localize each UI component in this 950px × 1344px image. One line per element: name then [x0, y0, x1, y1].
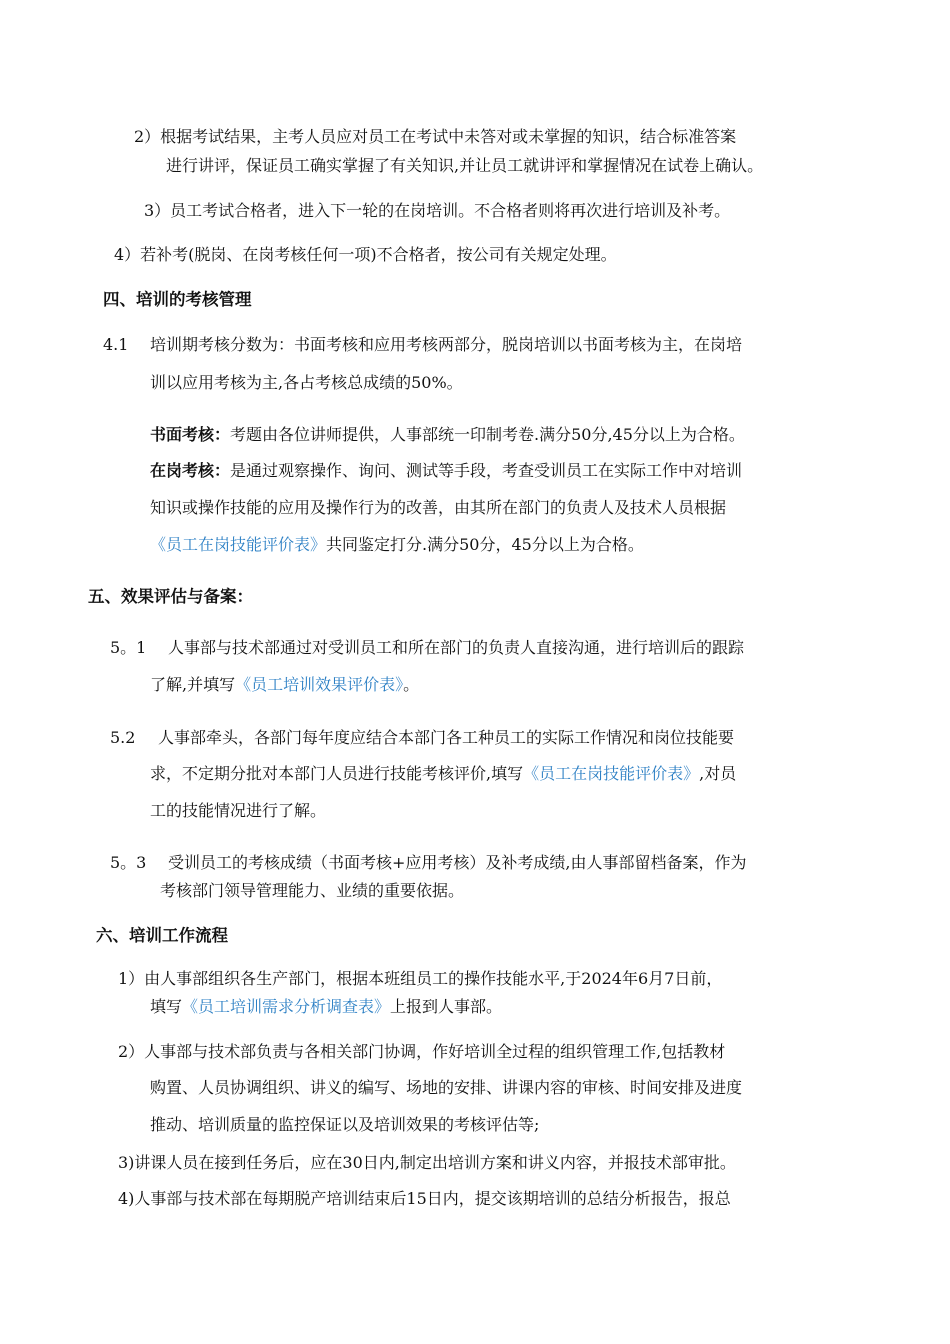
onjob-exam-text-1: 是通过观察操作、询问、测试等手段，考查受训员工在实际工作中对培训 [230, 461, 743, 480]
onjob-exam-line-2: 知识或操作技能的应用及操作行为的改善，由其所在部门的负责人及技术人员根据 [150, 498, 727, 517]
clause-4-1-line-2: 训以应用考核为主,各占考核总成绩的50%。 [150, 373, 463, 392]
section-4-heading: 四、培训的考核管理 [103, 290, 252, 309]
training-effect-form-link[interactable]: 《员工培训效果评价表》 [235, 675, 404, 694]
process-item-1-tail: 上报到人事部。 [390, 997, 503, 1016]
clause-5-3-line-2: 考核部门领导管理能力、业绩的重要依据。 [160, 881, 465, 900]
onjob-exam-label: 在岗考核： [150, 461, 231, 480]
written-exam-label: 书面考核： [150, 425, 231, 444]
section-5-heading: 五、效果评估与备案： [88, 587, 253, 606]
onjob-exam-text-3: 共同鉴定打分.满分50分，45分以上为合格。 [326, 535, 644, 554]
clause-5-1-line-2 [150, 674, 419, 696]
process-item-2-line-1: 2）人事部与技术部负责与各相关部门协调，作好培训全过程的组织管理工作,包括教材 [118, 1042, 726, 1061]
clause-5-2-number: 5.2 [110, 728, 136, 747]
process-item-3: 3)讲课人员在接到任务后，应在30日内,制定出培训方案和讲义内容，并报技术部审批。 [118, 1153, 736, 1172]
training-needs-form-link[interactable]: 《员工培训需求分析调查表》 [182, 997, 391, 1016]
process-item-1-line-2 [150, 996, 502, 1018]
onjob-skill-form-link[interactable]: 《员工在岗技能评价表》 [150, 535, 327, 554]
exam-item-2-line-1: 2）根据考试结果，主考人员应对员工在考试中未答对或未掌握的知识，结合标准答案 [134, 127, 737, 146]
written-exam-text: 考题由各位讲师提供，人事部统一印制考卷.满分50分,45分以上为合格。 [230, 425, 745, 444]
clause-5-2-line-1: 人事部牵头，各部门每年度应结合本部门各工种员工的实际工作情况和岗位技能要 [158, 728, 735, 747]
clause-5-3-number: 5。3 [110, 853, 147, 872]
process-item-1-line-1: 1）由人事部组织各生产部门，根据本班组员工的操作技能水平,于2024年6月7日前， [118, 969, 723, 988]
clause-5-1-text: 了解,并填写 [150, 675, 236, 694]
process-item-2-line-2: 购置、人员协调组织、讲义的编写、场地的安排、讲课内容的审核、时间安排及进度 [150, 1078, 743, 1097]
clause-5-1-tail: 。 [403, 675, 420, 694]
exam-item-2-line-2: 进行讲评，保证员工确实掌握了有关知识,并让员工就讲评和掌握情况在试卷上确认。 [166, 156, 764, 175]
clause-4-1-number: 4.1 [103, 335, 129, 354]
process-item-2-line-3: 推动、培训质量的监控保证以及培训效果的考核评估等; [150, 1115, 540, 1134]
exam-item-4: 4）若补考(脱岗、在岗考核任何一项)不合格者，按公司有关规定处理。 [114, 245, 617, 264]
clause-5-1-number: 5。1 [110, 638, 147, 657]
clause-5-1-line-1: 人事部与技术部通过对受训员工和所在部门的负责人直接沟通，进行培训后的跟踪 [168, 638, 745, 657]
clause-5-2-tail: ,对员 [699, 764, 737, 783]
clause-5-2-line-3: 工的技能情况进行了解。 [150, 801, 327, 820]
process-item-4: 4)人事部与技术部在每期脱产培训结束后15日内，提交该期培训的总结分析报告，报总 [118, 1189, 731, 1208]
clause-4-1-line-1: 培训期考核分数为：书面考核和应用考核两部分，脱岗培训以书面考核为主，在岗培 [150, 335, 743, 354]
onjob-skill-form-link-2[interactable]: 《员工在岗技能评价表》 [523, 764, 700, 783]
clause-5-2-line-2 [150, 763, 736, 785]
onjob-exam-line-3 [150, 534, 644, 556]
clause-5-2-text: 求，不定期分批对本部门人员进行技能考核评价,填写 [150, 764, 524, 783]
written-exam-line [150, 424, 745, 446]
section-6-heading: 六、培训工作流程 [96, 926, 228, 945]
onjob-exam-line-1 [150, 460, 742, 482]
process-item-1-text: 填写 [150, 997, 183, 1016]
clause-5-3-line-1: 受训员工的考核成绩（书面考核+应用考核）及补考成绩,由人事部留档备案，作为 [168, 853, 747, 872]
exam-item-3: 3）员工考试合格者，进入下一轮的在岗培训。不合格者则将再次进行培训及补考。 [144, 201, 731, 220]
